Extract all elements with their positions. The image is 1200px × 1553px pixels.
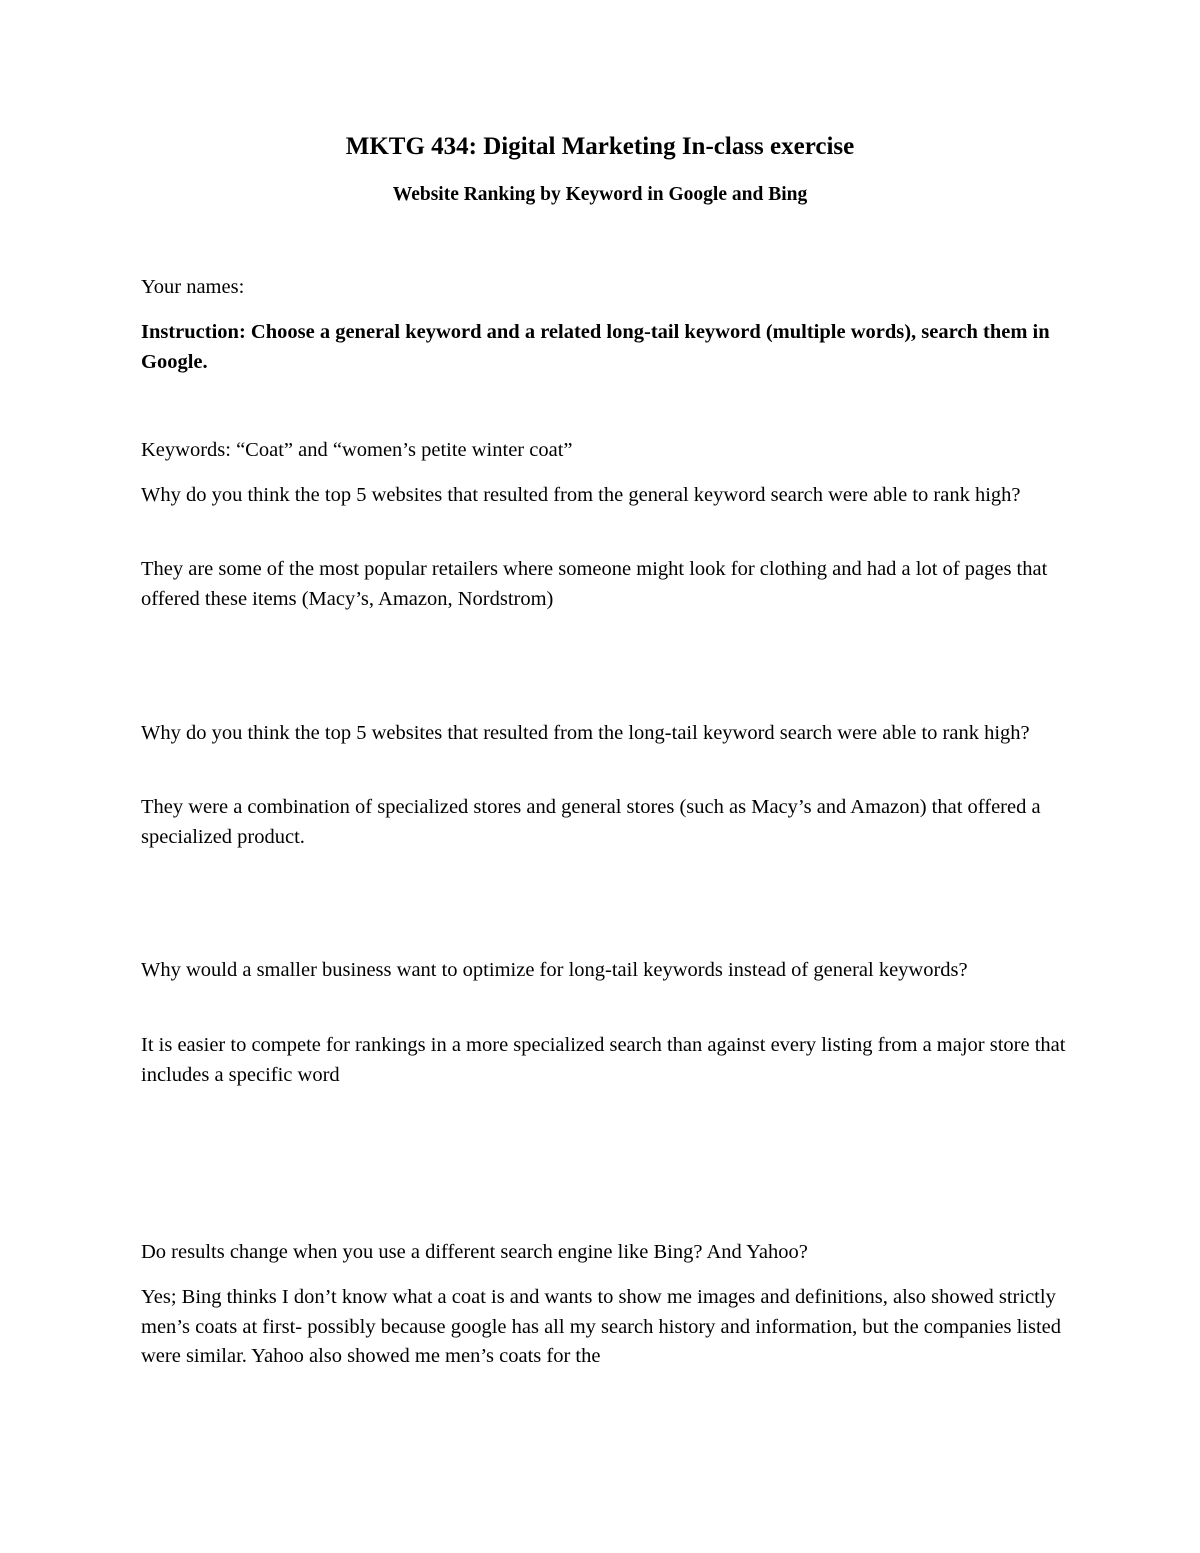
answer-1: They are some of the most popular retailers where someone might look for clothing and had a lot of pages that offered these items (Macy’s, Amazon, Nordstrom) bbox=[141, 558, 1048, 610]
answer-3: It is easier to compete for rankings in a more specialized search than against every listing from a major store that includes a specific word bbox=[141, 1034, 1066, 1086]
document-subtitle: Website Ranking by Keyword in Google and Bing bbox=[392, 184, 808, 205]
answer-2: They were a combination of specialized stores and general stores (such as Macy’s and Amazon) that offered a specialized product. bbox=[141, 796, 1041, 848]
answer-4: Yes; Bing thinks I don’t know what a coat is and wants to show me images and definitions, also showed strictly men’s coats at first- possibly because google has all my search history and information, but the companies listed were similar. Yahoo also showed me men’s coats for the bbox=[141, 1286, 1062, 1367]
question-4: Do results change when you use a different search engine like Bing? And Yahoo? bbox=[141, 1241, 808, 1263]
keywords-line: Keywords: “Coat” and “women’s petite winter coat” bbox=[141, 439, 573, 461]
question-1: Why do you think the top 5 websites that resulted from the general keyword search were able to rank high? bbox=[141, 484, 1021, 506]
question-3: Why would a smaller business want to optimize for long-tail keywords instead of general keywords? bbox=[141, 959, 968, 981]
document-title: MKTG 434: Digital Marketing In-class exercise bbox=[345, 133, 855, 160]
question-2: Why do you think the top 5 websites that resulted from the long-tail keyword search were able to rank high? bbox=[141, 722, 1030, 744]
names-label: Your names: bbox=[141, 276, 245, 298]
instruction-text: Instruction: Choose a general keyword and a related long-tail keyword (multiple words), search them in Google. bbox=[141, 321, 1050, 373]
